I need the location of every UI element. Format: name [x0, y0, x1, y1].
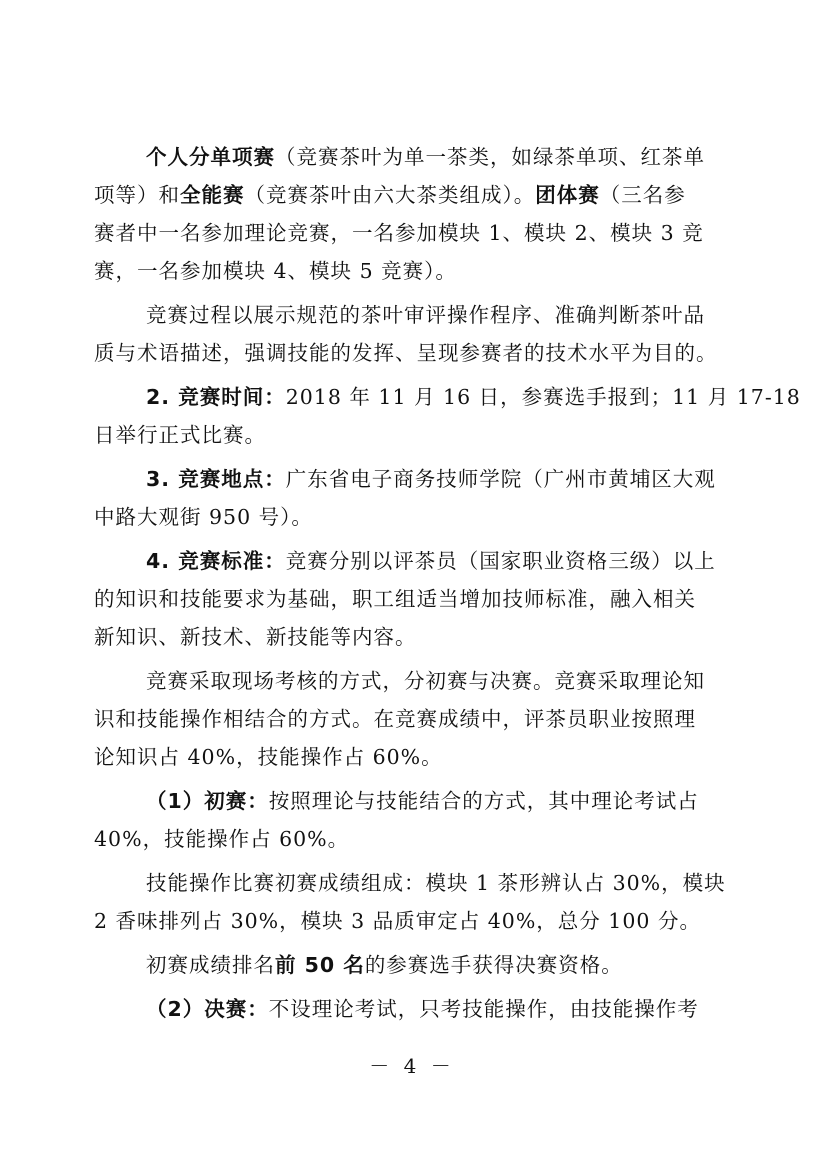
section-heading-standard: 4. 竞赛标准：: [146, 549, 286, 573]
document-body: [94, 138, 801, 1034]
text-line: 日举行正式比赛。: [94, 423, 266, 447]
text-span: 广东省电子商务技师学院（广州市黄埔区大观: [285, 467, 716, 491]
subheading-final: （2）决赛：: [146, 997, 269, 1021]
bold-term-individual-single: 个人分单项赛: [146, 145, 275, 169]
paragraph-competition-location: [94, 460, 724, 536]
text-line: 竞赛过程以展示规范的茶叶审评操作程序、准确判断茶叶品: [146, 303, 705, 327]
paragraph-competition-time: [94, 378, 801, 454]
paragraph-preliminary-score: [94, 864, 724, 940]
text-line: 中路大观街 950 号）。: [94, 505, 313, 529]
paragraph-competition-standard: [94, 542, 724, 656]
text-line: [94, 138, 724, 176]
text-line: 新知识、新技术、新技能等内容。: [94, 625, 417, 649]
paragraph-competition-types: [94, 138, 724, 290]
text-line: 质与术语描述，强调技能的发挥、呈现参赛者的技术水平为目的。: [94, 341, 718, 365]
text-span: 的参赛选手获得决赛资格。: [364, 953, 623, 977]
text-line: 赛者中一名参加理论竞赛，一名参加模块 1、模块 2、模块 3 竞: [94, 221, 704, 245]
subheading-preliminary: （1）初赛：: [146, 789, 269, 813]
text-line: [94, 460, 724, 498]
paragraph-final-qualification: [94, 946, 724, 984]
paragraph-final-round: [94, 990, 724, 1028]
text-line: [94, 946, 724, 984]
text-line: [94, 542, 724, 580]
bold-term-team: 团体赛: [535, 183, 600, 207]
text-span: （竞赛茶叶为单一茶类，如绿茶单项、红茶单: [275, 145, 705, 169]
text-line: 论知识占 40%，技能操作占 60%。: [94, 745, 443, 769]
text-span: 项等）和: [94, 183, 180, 207]
text-span: 2018 年 11 月 16 日，参赛选手报到；11 月 17-18: [285, 385, 801, 409]
text-span: （竞赛茶叶由六大茶类组成）。: [244, 183, 536, 207]
text-line: [94, 378, 801, 416]
paragraph-assessment-method: [94, 662, 724, 776]
text-line: 竞赛采取现场考核的方式，分初赛与决赛。竞赛采取理论知: [146, 669, 705, 693]
bold-term-all-round: 全能赛: [180, 183, 245, 207]
text-span: 竞赛分别以评茶员（国家职业资格三级）以上: [285, 549, 716, 573]
text-line: [94, 782, 724, 820]
text-span: （三名参: [599, 183, 686, 207]
text-line: [94, 176, 724, 214]
section-heading-location: 3. 竞赛地点：: [146, 467, 286, 491]
text-line: 识和技能操作相结合的方式。在竞赛成绩中，评茶员职业按照理: [94, 707, 696, 731]
text-line: 40%，技能操作占 60%。: [94, 827, 350, 851]
bold-term-top-50: 前 50 名: [275, 953, 365, 977]
text-span: 按照理论与技能结合的方式，其中理论考试占: [268, 789, 699, 813]
text-line: 2 香味排列占 30%，模块 3 品质审定占 40%，总分 100 分。: [94, 909, 701, 933]
page-number: － 4 －: [369, 1054, 455, 1078]
text-span: 初赛成绩排名: [146, 953, 275, 977]
paragraph-competition-process: [94, 296, 724, 372]
paragraph-preliminary-round: [94, 782, 724, 858]
text-span: 不设理论考试，只考技能操作，由技能操作考: [268, 997, 699, 1021]
text-line: 赛，一名参加模块 4、模块 5 竞赛）。: [94, 259, 457, 283]
section-heading-time: 2. 竞赛时间：: [146, 385, 286, 409]
text-line: 的知识和技能要求为基础，职工组适当增加技师标准，融入相关: [94, 587, 696, 611]
text-line: [94, 990, 724, 1028]
text-line: 技能操作比赛初赛成绩组成：模块 1 茶形辨认占 30%，模块: [146, 871, 726, 895]
